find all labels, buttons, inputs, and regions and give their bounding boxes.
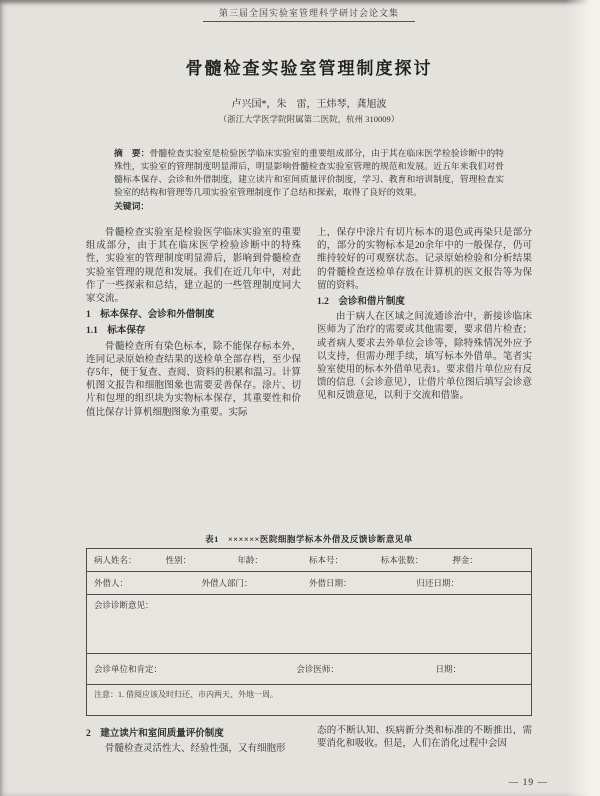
body-paragraph-2: 骨髓检查所有染色标本，除不能保存标本外，连同记录原始检查结果的送检单全部存档，至少保存5年，便于复查、查阅、资料的积累和温习。计算机图文报告和细胞图象也需要妥善保存。涂片、切片和包埋的组织块为实物标本保存，其重要性和价值比保存计算机细胞图象为重要。实际 [86, 341, 301, 418]
keywords-label: 关键词： [114, 201, 150, 211]
field-loan-date: 外借日期： [309, 578, 352, 588]
section-heading-1: 1 标本保存、会诊和外借制度 [86, 310, 215, 321]
body-columns [86, 227, 532, 527]
form-row-borrower [87, 572, 531, 595]
body-paragraph-3: 上，保存中涂片有切片标本的退色或再染只是部分的，部分的实物标本是20余年中的一般保存，仍可维持较好的可观察状态。记录原始检验和分析结果的骨髓检查送检单存放在计算机的医文报告等为保留的资料。 [317, 228, 532, 291]
field-borrower: 外借人： [94, 578, 129, 588]
affiliation-line: （浙江大学医学院附属第二医院，杭州 310009） [218, 114, 400, 124]
field-patient-name: 病人姓名： [94, 555, 137, 565]
field-sex: 性别： [165, 555, 192, 565]
abstract-label: 摘 要： [114, 148, 150, 158]
field-consult-opinion: 会诊诊断意见： [94, 600, 154, 610]
section-heading-1-2: 1.2 会诊和借片制度 [317, 297, 405, 308]
field-consult-unit: 会诊单位和肯定： [94, 664, 163, 674]
abstract-text: 骨髓检查实验室是检验医学临床实验室的重要组成部分，由于其在临床医学检验诊断中的特殊性，实验室的管理制度明显滞后，明显影响骨髓检查实验室管理的规范和发展。近五年来我们对骨髓标本保存、会诊和外借制度，建立读片和室间质量评价制度，学习、教育和培训制度，管理检查实验室的结构和管理等几项实验室管理制度作了总结和探索，取得了良好的效果。 [114, 148, 504, 197]
field-specimen-count: 标本张数： [380, 555, 424, 565]
scan-edge-highlight [566, 0, 600, 796]
body-paragraph-1: 骨髓检查实验室是检验医学临床实验室的重要组成部分，由于其在临床医学检验诊断中的特殊性，实验室的管理制度明显滞后，影响到骨髓检查实验室管理的规范和发展。我们在近几年中，对此作了一些探索和总结，建立起的一些管理制度同大家交流。 [86, 228, 301, 305]
bottom-column-left [86, 725, 301, 765]
field-return-date: 归还日期： [416, 578, 460, 588]
specimen-loan-form [86, 548, 532, 716]
form-row-consult-opinion [87, 595, 531, 654]
keywords-line [114, 200, 504, 213]
field-date: 日期： [435, 664, 461, 674]
conference-header-text: 第三届全国实验室管理科学研讨会论文集 [203, 6, 415, 22]
table-caption: 表1 ××××××医院细胞学标本外借及反馈诊断意见单 [205, 534, 413, 544]
conference-header [86, 0, 532, 22]
form-row-patient [87, 549, 531, 572]
section-heading-2: 2 建立读片和室间质量评价制度 [86, 729, 224, 739]
paper-title: 骨髓检查实验室管理制度探讨 [185, 59, 433, 78]
field-consult-doctor: 会诊医师： [296, 664, 339, 674]
field-borrower-dept: 外借人部门： [201, 578, 253, 588]
form-row-consult-unit [87, 654, 531, 685]
form-row-note [87, 685, 531, 715]
page-content [86, 0, 532, 765]
abstract-paragraph [114, 147, 504, 199]
field-specimen-no: 标本号： [309, 555, 344, 565]
loan-form-table-block [86, 533, 532, 716]
body-column-right [317, 227, 532, 527]
body-paragraph-4: 由于病人在区域之间流通诊治中，新接诊临床医师为了治疗的需要或其他需要，要求借片检查；或者病人要求去外单位会诊等，除特殊情况外应予以支持，但需办理手续，填写标本外借单。笔者实验室使用的标本外借单见表1。要求借片单位应有反馈的信息（会诊意见），让借片单位图后填写会诊意见和反馈意见，以利于交流和借鉴。 [317, 312, 532, 402]
body-column-left [86, 227, 301, 527]
bottom-column-right [317, 725, 532, 765]
form-note-text: 注意：1. 借阅应该及时归还、市内两天、外地一周。 [94, 690, 278, 699]
body-paragraph-6: 态的不断认知、疾病新分类和标准的不断推出，需要消化和吸收。但是，人们在消化过程中会因 [317, 726, 532, 750]
authors-line: 卢兴国*，朱 雷，王炜琴，龚旭波 [231, 99, 387, 110]
section-heading-1-1: 1.1 标本保存 [86, 326, 146, 337]
body-paragraph-5: 骨髓检查灵活性大、经验性强，又有细胞形 [105, 744, 286, 755]
bottom-columns [86, 725, 532, 765]
page-number: — 19 — [508, 778, 548, 788]
field-deposit: 押金： [452, 555, 478, 565]
field-age: 年龄： [237, 555, 263, 565]
